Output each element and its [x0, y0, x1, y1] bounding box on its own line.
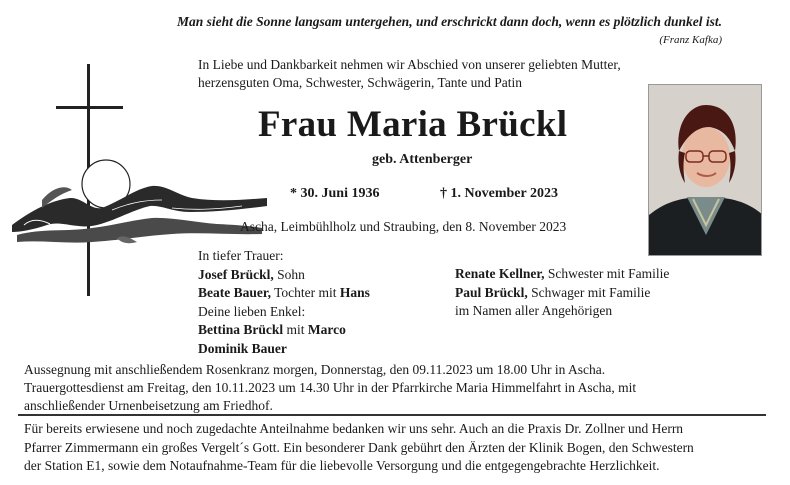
maiden-name: geb. Attenberger: [372, 152, 473, 167]
intro-text: [198, 56, 621, 92]
section-divider: [18, 414, 766, 416]
portrait-photo: [648, 84, 762, 256]
mourner-line: Bettina Brückl mit Marco: [198, 322, 346, 337]
epigraph-quote: Man sieht die Sonne langsam untergehen, und erschrickt dann doch, wenn es plötzlich dunkel ist.: [177, 14, 722, 29]
thanks-text: [24, 420, 769, 476]
death-date: † 1. November 2023: [440, 186, 558, 201]
thanks-line: Für bereits erwiesene und noch zugedachte Anteilnahme bedanken wir uns sehr. Auch an die Praxis Dr. Zollner und Herrn: [24, 421, 684, 436]
mourner-line: Paul Brückl, Schwager mit Familie: [455, 284, 651, 300]
mountains-icon: [12, 186, 267, 243]
mourner-line: Dominik Bauer: [198, 340, 287, 356]
intro-line: herzensguten Oma, Schwester, Schwägerin, Tante und Patin: [198, 75, 523, 90]
mourners-left: [198, 247, 370, 358]
birth-date: * 30. Juni 1936: [290, 186, 380, 201]
mourner-line: Josef Brückl, Sohn: [198, 266, 305, 282]
service-line: Trauergottesdienst am Freitag, den 10.11.2023 um 14.30 Uhr in der Pfarrkirche Maria Himmelfahrt in Ascha, mit: [24, 380, 637, 395]
place-and-date: Ascha, Leimbühlholz und Straubing, den 8. November 2023: [240, 219, 567, 234]
mourner-line: Beate Bauer, Tochter mit Hans: [198, 285, 370, 300]
mourner-line: In tiefer Trauer:: [198, 248, 284, 263]
service-line: anschließender Urnenbeisetzung am Friedhof.: [24, 398, 273, 413]
epigraph-author: (Franz Kafka): [659, 34, 722, 46]
service-info: [24, 361, 744, 415]
mourner-line: im Namen aller Angehörigen: [455, 303, 613, 318]
mourner-line: Renate Kellner, Schwester mit Familie: [455, 266, 670, 281]
mourners-right: [455, 265, 669, 321]
mourner-line: Deine lieben Enkel:: [198, 303, 306, 319]
thanks-line: Pfarrer Zimmermann ein großes Vergelt´s Gott. Ein besonderer Dank gebührt den Ärzten der Klinik Bogen, den Schwestern: [24, 439, 694, 455]
service-line: Aussegnung mit anschließendem Rosenkranz morgen, Donnerstag, den 09.11.2023 um 18.00 Uhr in Ascha.: [24, 362, 606, 377]
deceased-name: Frau Maria Brückl: [258, 104, 568, 145]
intro-line: In Liebe und Dankbarkeit nehmen wir Abschied von unserer geliebten Mutter,: [198, 57, 621, 72]
portrait-image: [649, 85, 762, 256]
thanks-line: der Station E1, sowie dem Notaufnahme-Team für die liebevolle Versorgung und die entgegengebrachte Herzlichkeit.: [24, 458, 660, 473]
